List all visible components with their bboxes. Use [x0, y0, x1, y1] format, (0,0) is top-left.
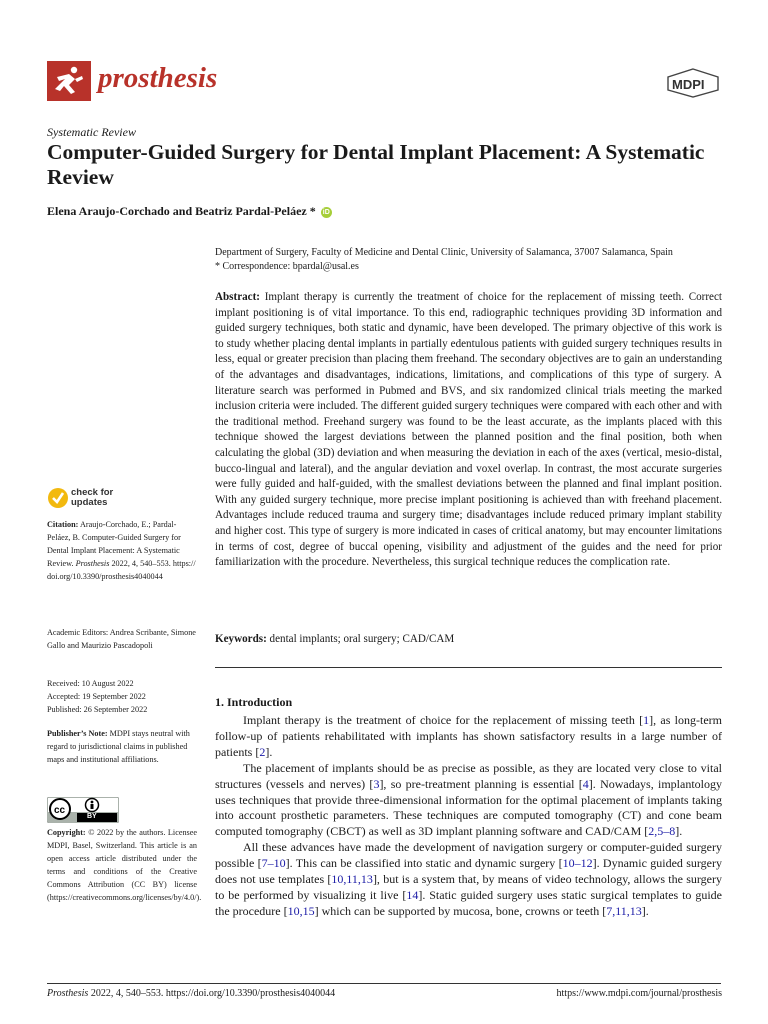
footer-url[interactable]: https://www.mdpi.com/journal/prosthesis: [556, 988, 722, 999]
footer-citation: [47, 988, 335, 999]
paragraph-text: ], as long-term follow-up of patients rehabilitated with implants has shown satisfactory results in a large number of patients [: [215, 713, 723, 759]
abstract: [215, 290, 722, 571]
reference-link[interactable]: 2,5–8: [648, 824, 676, 839]
copyright-label: Copyright:: [47, 828, 86, 837]
paragraph-text: ], so pre-treatment planning is essential [: [379, 776, 583, 791]
correspondence: * Correspondence: bpardal@usal.es: [215, 261, 359, 272]
copyright-block: [47, 826, 202, 904]
received-date: Received: 10 August 2022: [47, 679, 134, 688]
runner-icon: [47, 61, 91, 101]
academic-editors: Academic Editors: Andrea Scribante, Simone Gallo and Maurizio Pascadopoli: [47, 628, 196, 650]
paragraph-text: ].: [675, 824, 683, 839]
paragraph-text: ].: [265, 744, 273, 759]
check-updates-label[interactable]: check for updates: [71, 487, 114, 508]
journal-name[interactable]: prosthesis: [98, 62, 218, 94]
paragraph: [215, 840, 722, 920]
publisher-note-label: Publisher’s Note:: [47, 729, 108, 738]
mdpi-text: MDPI: [672, 77, 705, 92]
reference-link[interactable]: 7–10: [261, 856, 286, 871]
cc-by-label: BY: [87, 813, 97, 820]
paragraph-text: ]. This can be classified into static and dynamic surgery [: [285, 856, 563, 871]
journal-logo: [47, 61, 91, 101]
accepted-date: Accepted: 19 September 2022: [47, 692, 146, 701]
mdpi-logo[interactable]: [666, 68, 720, 98]
reference-link[interactable]: 3: [373, 776, 380, 791]
keywords: [215, 633, 722, 645]
copyright-text: © 2022 by the authors. Licensee MDPI, Basel, Switzerland. This article is an open access article distributed under the terms and conditions of the Creative Commons Attribution (CC BY) license (https://creativecommons.org/licenses/by/4.0/).: [47, 828, 202, 902]
citation-volume: 2022, 4, 540–553.: [111, 559, 171, 568]
introduction-body: [215, 713, 722, 920]
publisher-note: [47, 727, 197, 766]
orcid-icon[interactable]: iD: [322, 209, 330, 216]
reference-link[interactable]: 4: [582, 776, 589, 791]
keywords-text: dental implants; oral surgery; CAD/CAM: [269, 633, 455, 645]
paragraph-text: ].: [641, 903, 649, 918]
paragraph-text: ]. Dynamic guided surgery does not use templates [: [215, 856, 722, 887]
page-title: Computer-Guided Surgery for Dental Implant Placement: A Systematic Review: [47, 140, 705, 189]
reference-link[interactable]: 14: [406, 887, 419, 902]
published-date: Published: 26 September 2022: [47, 705, 148, 714]
cc-by-icon: [47, 797, 119, 823]
author-list: [47, 204, 332, 219]
reference-link[interactable]: 2: [259, 744, 266, 759]
reference-link[interactable]: 10,15: [287, 903, 315, 918]
affiliation-block: [215, 246, 735, 274]
footer-citation-text[interactable]: 2022, 4, 540–553. https://doi.org/10.3390/prosthesis4040044: [90, 988, 336, 999]
paragraph: [215, 761, 722, 841]
citation-label: Citation:: [47, 520, 79, 529]
paragraph-text: All these advances have made the development of navigation surgery or computer-guided surgery possible [: [215, 840, 722, 871]
footer-divider: [47, 983, 721, 984]
paragraph-text: ] which can be supported by mucosa, bone, crowns or teeth [: [314, 903, 607, 918]
divider: [215, 667, 722, 668]
abstract-label: Abstract:: [215, 291, 260, 303]
svg-text:cc: cc: [54, 805, 66, 816]
publisher-note-text: MDPI stays neutral with regard to jurisdictional claims in published maps and institutional affiliations.: [47, 729, 190, 764]
paragraph-text: The placement of implants should be as precise as possible, as they are located very close to vital structures (vessels and nerves) [: [215, 760, 722, 791]
paragraph-text: ], but is a system that, by means of video technology, allows the surgery to be performed by visualizing it live [: [215, 872, 722, 902]
footer-journal: Prosthesis: [47, 988, 89, 999]
dates-block: [47, 677, 197, 716]
paragraph-text: ]. Static guided surgery uses static surgical templates to guide the procedure [: [215, 887, 723, 918]
paragraph: [215, 713, 722, 761]
citation-doi[interactable]: https://doi.org/10.3390/prosthesis4040044: [47, 559, 196, 581]
reference-link[interactable]: 1: [643, 713, 650, 727]
reference-link[interactable]: 10–12: [562, 856, 593, 871]
abstract-text: Implant therapy is currently the treatment of choice for the replacement of missing teeth. Correct implant positioning is of vital importance. To this end, radiographic techniques providing 3D information and guided surgery techniques, both static and dynamic, have been developed. The primary objective of this work is to study whether placing dental implants in partially edentulous patients with guided surgery techniques results in less, equal or greater precision than placing them freehand. The secondary objectives are to gain an understanding of the advantages and disadvantages, indications, limitations, and complications of this type of surgery. A literature search was performed in Pubmed and BVS, and six randomized clinical trials meeting the marked inclusion criteria were included. The different guided surgery techniques were compared with each other and with the traditional method. Freehand surgery was found to be the least accurate, as the implants placed with this technique showed the largest deviations between the planned position and the final position, both when calculating the global (3D) deviation and when measuring the deviation in each of the axes (vertical, mesio-distal, bucco-lingual and lateral), and the angular deviation and voxel overlap. In contrast, the most accurate surgeries were fully guided and half-guided, with the smallest deviations between the planned and final implant position. With any guided surgery technique, more precise implant positioning is achieved than with freehand placement. Advantages include reduced trauma and surgery time; disadvantages include reduced primary implant stability and higher cost. This type of surgery is more indicated in cases of critical anatomy, but may encounter limitations in terms of cost, degree of buccal opening, visibility and adjustment of the guides and the need for prior familiarization with the procedure. Nevertheless, this surgical technique reduces the complication rate.: [215, 291, 722, 569]
keywords-label: Keywords:: [215, 633, 267, 645]
affiliation: Department of Surgery, Faculty of Medicine and Dental Clinic, University of Salamanca, 37007 Salamanca, Spain: [215, 247, 673, 258]
citation-block: [47, 518, 197, 583]
article-type: Systematic Review: [47, 125, 136, 139]
paragraph-text: Implant therapy is the treatment of choice for the replacement of missing teeth [: [243, 713, 644, 727]
cc-by-badge[interactable]: [47, 797, 119, 823]
citation-text: Araujo-Corchado, E.; Pardal-Peláez, B. Computer-Guided Surgery for Dental Implant Placement: A Systematic Review.: [47, 520, 181, 568]
author-names: Elena Araujo-Corchado and Beatriz Pardal-Peláez *: [47, 204, 316, 218]
check-updates-icon: [47, 486, 69, 510]
citation-journal: Prosthesis: [75, 559, 110, 568]
reference-link[interactable]: 10,11,13: [331, 872, 373, 887]
section-heading: 1. Introduction: [215, 695, 293, 709]
reference-link[interactable]: 7,11,13: [606, 903, 642, 918]
paragraph-text: ]. Nowadays, implantology uses techniques that provide three-dimensional information for the optimal placement of implants taking into account prosthetic parameters. These techniques are computed tomography (CT) and cone beam computed tomography (CBCT) as well as 3D implant planning software and CAD/CAM [: [215, 776, 723, 839]
